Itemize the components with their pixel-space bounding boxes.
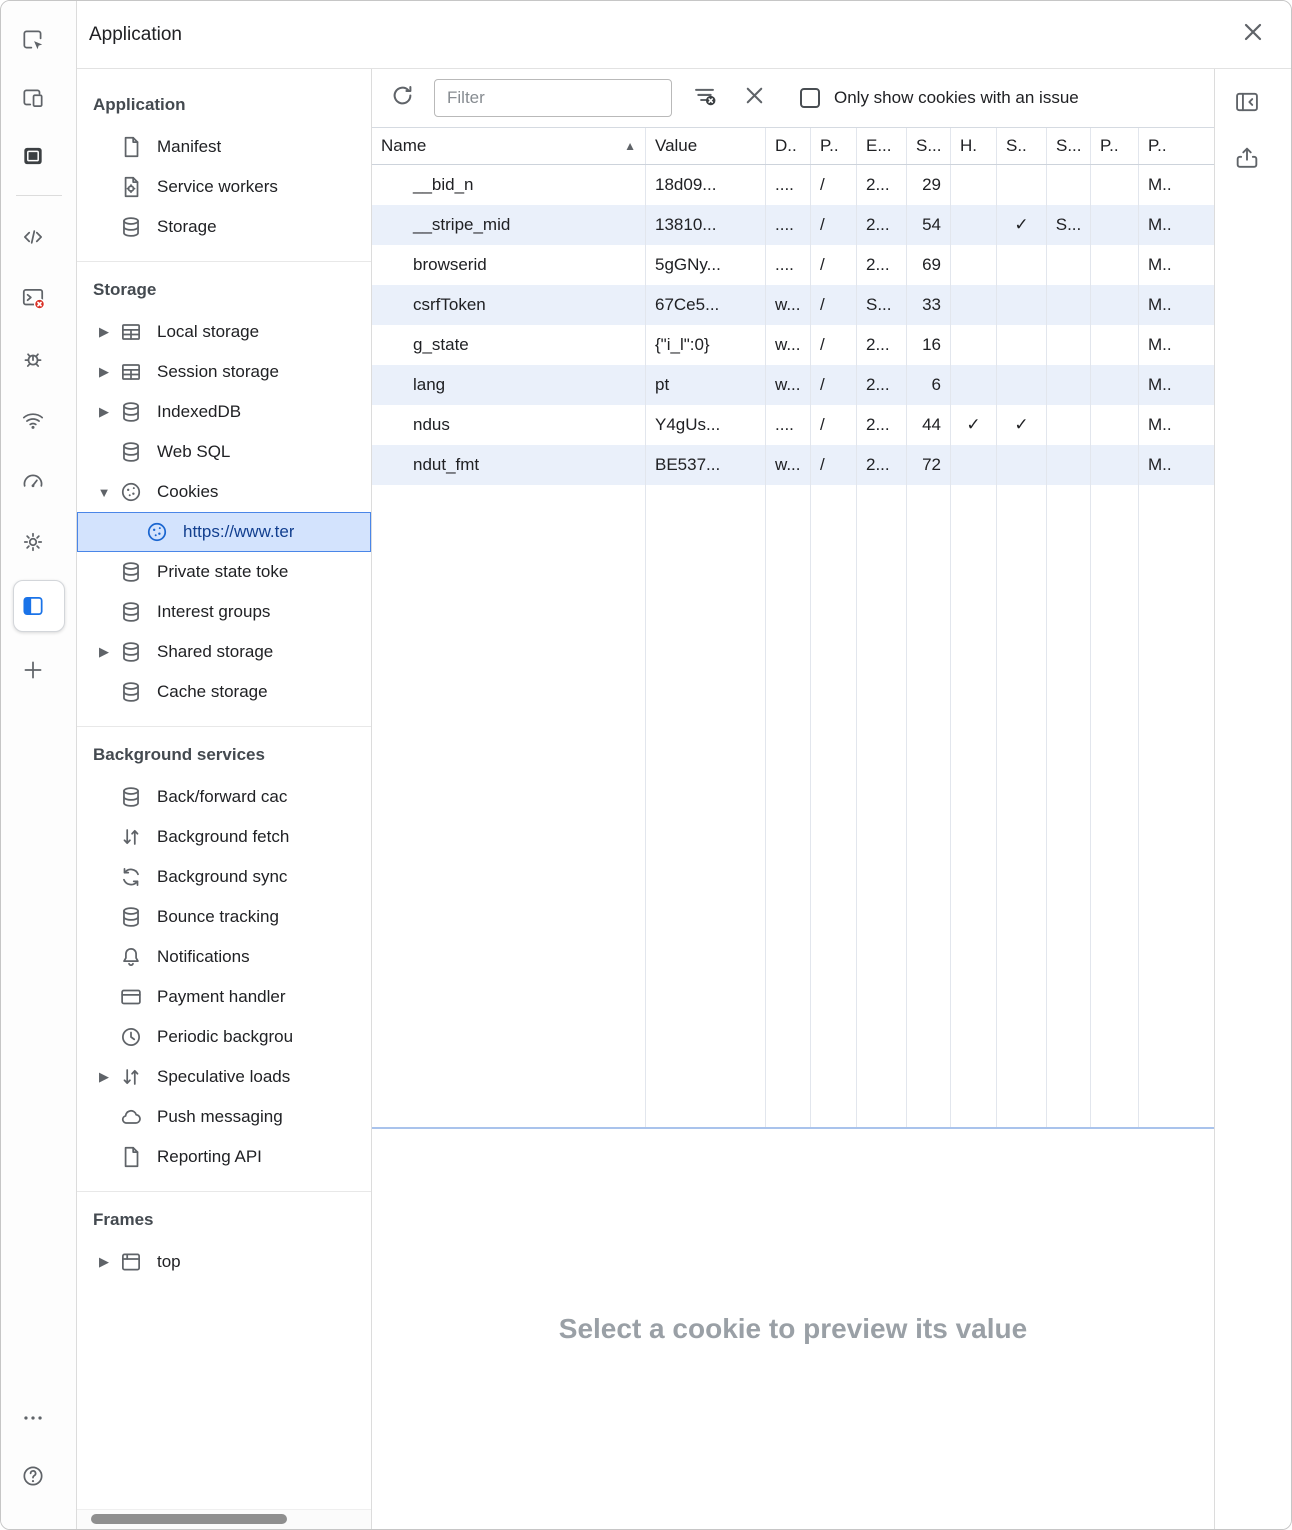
clear-filter-icon	[691, 82, 718, 114]
help-tab-button[interactable]	[16, 1453, 62, 1499]
cookie-cell: M..	[1148, 295, 1172, 314]
sidebar-item-local-storage[interactable]	[77, 312, 371, 352]
cookie-row-bid-n[interactable]	[372, 165, 1214, 205]
sidebar-item-label: Private state toke	[157, 562, 289, 581]
empty-column	[1091, 485, 1139, 1127]
sidebar-item-label: Back/forward cac	[157, 787, 288, 806]
network-icon	[19, 406, 47, 434]
add-panel-icon	[19, 656, 47, 684]
db-icon	[117, 598, 145, 626]
section-title: Frames	[93, 1210, 154, 1229]
cookie-cell: __stripe_mid	[372, 205, 646, 245]
refresh-icon	[389, 82, 416, 114]
cookie-cell: M..	[1148, 415, 1172, 434]
cookie-cell	[1091, 205, 1139, 245]
cookies-toolbar	[372, 69, 1214, 127]
add-panel-tab-button[interactable]	[16, 647, 62, 693]
collapse-panel-icon	[1233, 88, 1261, 116]
clear-filter-button[interactable]	[686, 80, 722, 116]
clear-x-icon	[741, 82, 768, 114]
table-icon	[117, 318, 145, 346]
empty-column	[1139, 485, 1214, 1127]
db-icon	[117, 638, 145, 666]
cookie-cell: w...	[766, 285, 811, 325]
refresh-button[interactable]	[384, 80, 420, 116]
settings-tab-button[interactable]	[16, 519, 62, 565]
column-header-p[interactable]	[811, 128, 857, 164]
sidebar-item-label: Shared storage	[157, 642, 274, 661]
sidebar-item-label: Web SQL	[157, 442, 231, 461]
sidebar-item-label: Cache storage	[157, 682, 268, 701]
cookie-cell: BE537...	[646, 445, 766, 485]
section-title: Application	[93, 95, 186, 114]
sidebar-item-label: Push messaging	[157, 1107, 283, 1126]
column-header-label: P..	[1100, 136, 1119, 155]
cookie-row-lang[interactable]	[372, 365, 1214, 405]
sidebar-item-label: Service workers	[157, 177, 278, 196]
panel-layout-icon	[19, 142, 47, 170]
sidebar-item-indexeddb[interactable]	[77, 392, 371, 432]
section-title: Background services	[93, 745, 265, 764]
column-header-p[interactable]	[1139, 128, 1214, 164]
sources-tab-button[interactable]	[16, 214, 62, 260]
filter-input[interactable]	[434, 79, 672, 117]
cookie-cell	[951, 205, 997, 245]
expand-triangle-icon[interactable]: ▶	[99, 324, 109, 339]
more-options-tab-button[interactable]	[16, 1395, 62, 1441]
sidebar-item-payment-handler[interactable]	[77, 977, 371, 1017]
cookie-cell: /	[811, 445, 857, 485]
column-header-label: S...	[1056, 136, 1082, 155]
sidebar-item-top[interactable]	[77, 1242, 371, 1282]
cookie-cell	[997, 165, 1047, 205]
cookie-cell: Y4gUs...	[646, 405, 766, 445]
sort-ascending-icon: ▲	[624, 139, 636, 153]
cookie-cell: 2...	[857, 205, 907, 245]
window-header	[77, 1, 1291, 69]
cookie-cell: S...	[1047, 205, 1091, 245]
db-icon	[117, 783, 145, 811]
cookie-cell	[951, 445, 997, 485]
cookie-row-csrftoken[interactable]	[372, 285, 1214, 325]
column-header-label: E...	[866, 136, 892, 155]
cookie-icon	[143, 518, 171, 546]
sidebar-horizontal-scrollbar[interactable]	[91, 1514, 287, 1524]
cookie-cell: {"i_l":0}	[646, 325, 766, 365]
cookie-cell: ....	[766, 165, 811, 205]
cookie-table-header	[372, 127, 1214, 165]
updown-icon	[117, 823, 145, 851]
sidebar-item-label: Bounce tracking	[157, 907, 279, 926]
cookie-cell: 16	[907, 325, 951, 365]
cookie-cell	[1091, 165, 1139, 205]
right-toolbar	[1214, 69, 1291, 1529]
updown-icon	[117, 1063, 145, 1091]
collapse-panel-button[interactable]	[1232, 81, 1274, 123]
cookie-row-ndus[interactable]	[372, 405, 1214, 445]
expand-triangle-icon[interactable]: ▶	[99, 404, 109, 419]
cookie-cell: /	[811, 285, 857, 325]
column-header-label: D..	[775, 136, 797, 155]
cookie-preview-pane	[372, 1127, 1214, 1529]
cookie-cell: /	[811, 405, 857, 445]
sidebar-item-label: Interest groups	[157, 602, 271, 621]
cloud-icon	[117, 1103, 145, 1131]
sidebar-item-shared-storage[interactable]	[77, 632, 371, 672]
db-icon	[117, 903, 145, 931]
sidebar-item-label: Background fetch	[157, 827, 290, 846]
delete-all-button[interactable]	[736, 80, 772, 116]
sources-icon	[19, 223, 47, 251]
cookie-cell: 2...	[857, 365, 907, 405]
cookie-cell: 69	[907, 245, 951, 285]
console-icon	[19, 284, 47, 312]
empty-column	[951, 485, 997, 1127]
column-header-value[interactable]	[646, 128, 766, 164]
db-icon	[117, 558, 145, 586]
sidebar-item-label: Cookies	[157, 482, 219, 501]
column-header-label: S..	[1006, 136, 1027, 155]
sidebar-item-back-forward-cac[interactable]	[77, 777, 371, 817]
inspect-element-tab-button[interactable]	[16, 17, 62, 63]
cookie-cell: 2...	[857, 165, 907, 205]
cookie-table-body	[372, 165, 1214, 485]
cookie-cell: 18d09...	[646, 165, 766, 205]
sidebar-section-frames	[77, 1191, 371, 1296]
sidebar-item-session-storage[interactable]	[77, 352, 371, 392]
cookie-cell: 44	[907, 405, 951, 445]
sidebar-item-bounce-tracking[interactable]	[77, 897, 371, 937]
cookie-cell	[1047, 245, 1091, 285]
sidebar-item-private-state-toke[interactable]	[77, 552, 371, 592]
cookie-cell: M..	[1148, 335, 1172, 354]
sidebar-section-background-services	[77, 726, 371, 1191]
cookie-cell: 33	[907, 285, 951, 325]
sidebar-item-cache-storage[interactable]	[77, 672, 371, 712]
sidebar-item-label: Session storage	[157, 362, 279, 381]
empty-column	[857, 485, 907, 1127]
cookie-cell	[1091, 325, 1139, 365]
collapse-triangle-icon[interactable]: ▼	[97, 484, 111, 500]
cookie-cell: 72	[907, 445, 951, 485]
file-icon	[117, 133, 145, 161]
empty-column	[1047, 485, 1091, 1127]
cookie-cell: M..	[1148, 255, 1172, 274]
sidebar-item-push-messaging[interactable]	[77, 1097, 371, 1137]
more-options-icon	[19, 1404, 47, 1432]
export-icon	[1233, 144, 1261, 172]
sidebar-item-interest-groups[interactable]	[77, 592, 371, 632]
cookie-cell	[997, 365, 1047, 405]
column-header-h[interactable]	[951, 128, 997, 164]
preview-placeholder-text: Select a cookie to preview its value	[558, 1313, 1028, 1344]
column-header-label: Value	[655, 136, 698, 155]
clock-icon	[117, 1023, 145, 1051]
cookie-cell: 2...	[857, 445, 907, 485]
column-header-name[interactable]	[372, 128, 646, 164]
cookie-cell: /	[811, 325, 857, 365]
bell-icon	[117, 943, 145, 971]
db-icon	[117, 678, 145, 706]
cookie-cell	[997, 245, 1047, 285]
cookie-cell: 29	[907, 165, 951, 205]
cookie-cell: 67Ce5...	[646, 285, 766, 325]
cookie-cell	[951, 325, 997, 365]
cookie-cell	[1091, 285, 1139, 325]
issues-tab-button[interactable]	[16, 336, 62, 382]
toolbar-divider	[16, 195, 62, 196]
frame-icon	[117, 1248, 145, 1276]
column-header-s[interactable]	[907, 128, 951, 164]
device-toolbar-icon	[19, 84, 47, 112]
cookie-cell: M..	[1148, 455, 1172, 474]
empty-column	[372, 485, 646, 1127]
column-header-s[interactable]	[997, 128, 1047, 164]
cookie-cell: g_state	[372, 325, 646, 365]
cookie-cell: 2...	[857, 245, 907, 285]
cookie-cell	[1047, 365, 1091, 405]
empty-column	[907, 485, 951, 1127]
inspect-element-icon	[19, 26, 47, 54]
sidebar-item-label: Payment handler	[157, 987, 286, 1006]
application-icon	[19, 592, 47, 620]
sidebar-item-label: Notifications	[157, 947, 250, 966]
cookie-cell: w...	[766, 365, 811, 405]
sidebar-item-label: https://www.ter	[183, 522, 295, 541]
empty-column	[997, 485, 1047, 1127]
table-icon	[117, 358, 145, 386]
cookie-cell: 54	[907, 205, 951, 245]
cookie-cell: ✓	[951, 405, 997, 445]
column-header-label: H.	[960, 136, 977, 155]
cookie-row-browserid[interactable]	[372, 245, 1214, 285]
sidebar-item-manifest[interactable]	[77, 127, 371, 167]
cookie-cell	[951, 285, 997, 325]
cookie-cell: 13810...	[646, 205, 766, 245]
cookie-table-empty-area	[372, 485, 1214, 1127]
application-tab-button[interactable]	[13, 580, 65, 632]
cookie-row-g-state[interactable]	[372, 325, 1214, 365]
application-sidebar	[77, 69, 372, 1529]
expand-triangle-icon[interactable]: ▶	[99, 364, 109, 379]
cookie-cell: 6	[907, 365, 951, 405]
column-header-label: S...	[916, 136, 942, 155]
sidebar-item-background-sync[interactable]	[77, 857, 371, 897]
performance-icon	[19, 467, 47, 495]
sidebar-item-service-workers[interactable]	[77, 167, 371, 207]
sidebar-item-label: Storage	[157, 217, 217, 236]
column-header-p[interactable]	[1091, 128, 1139, 164]
sidebar-item-label: Background sync	[157, 867, 288, 886]
empty-column	[646, 485, 766, 1127]
cookie-row-ndut-fmt[interactable]	[372, 445, 1214, 485]
cookie-cell	[1091, 405, 1139, 445]
cookie-cell: 5gGNy...	[646, 245, 766, 285]
sidebar-item-reporting-api[interactable]	[77, 1137, 371, 1177]
help-icon	[19, 1462, 47, 1490]
db-icon	[117, 438, 145, 466]
column-header-label: P..	[1148, 136, 1167, 155]
cookie-cell	[1047, 165, 1091, 205]
cookie-cell	[951, 165, 997, 205]
settings-icon	[19, 528, 47, 556]
cookie-cell	[997, 445, 1047, 485]
device-toolbar-tab-button[interactable]	[16, 75, 62, 121]
cookie-cell: 2...	[857, 325, 907, 365]
card-icon	[117, 983, 145, 1011]
cookie-row-stripe-mid[interactable]	[372, 205, 1214, 245]
cookie-cell: M..	[1148, 215, 1172, 234]
only-issue-checkbox[interactable]	[800, 88, 820, 108]
sidebar-item-speculative-loads[interactable]	[77, 1057, 371, 1097]
sidebar-item-periodic-backgrou[interactable]	[77, 1017, 371, 1057]
cookie-cell: /	[811, 205, 857, 245]
only-issue-label[interactable]: Only show cookies with an issue	[834, 88, 1079, 107]
cookie-icon	[117, 478, 145, 506]
cookie-cell: csrfToken	[372, 285, 646, 325]
column-header-label: P..	[820, 136, 839, 155]
sidebar-item-label: IndexedDB	[157, 402, 242, 421]
cookie-cell: M..	[1148, 375, 1172, 394]
column-header-e[interactable]	[857, 128, 907, 164]
panel-layout-tab-button[interactable]	[16, 133, 62, 179]
empty-column	[811, 485, 857, 1127]
sidebar-item-label: Manifest	[157, 137, 222, 156]
cookie-cell: ndus	[372, 405, 646, 445]
cookie-cell: w...	[766, 325, 811, 365]
cookie-cell: __bid_n	[372, 165, 646, 205]
cookie-cell	[1047, 325, 1091, 365]
sidebar-item-label: Reporting API	[157, 1147, 262, 1166]
sidebar-item-cookies[interactable]	[77, 472, 371, 512]
expand-triangle-icon[interactable]: ▶	[99, 1069, 109, 1084]
file-icon	[117, 1143, 145, 1171]
cookie-cell	[997, 285, 1047, 325]
sidebar-item-label: Speculative loads	[157, 1067, 291, 1086]
export-button[interactable]	[1232, 137, 1274, 179]
cookie-cell: ✓	[997, 405, 1047, 445]
cookie-cell: ....	[766, 245, 811, 285]
expand-triangle-icon[interactable]: ▶	[99, 644, 109, 659]
cookie-cell: ....	[766, 205, 811, 245]
db-icon	[117, 398, 145, 426]
sidebar-item-background-fetch[interactable]	[77, 817, 371, 857]
empty-column	[766, 485, 811, 1127]
close-button[interactable]	[1235, 17, 1271, 53]
cookie-cell: pt	[646, 365, 766, 405]
sidebar-item-https-www-ter[interactable]	[77, 512, 371, 552]
cookie-cell: lang	[372, 365, 646, 405]
section-title: Storage	[93, 280, 157, 299]
sidebar-item-label: Periodic backgrou	[157, 1027, 294, 1046]
close-icon	[1239, 18, 1267, 51]
cookie-cell: /	[811, 365, 857, 405]
cookie-cell	[1091, 445, 1139, 485]
cookie-cell: browserid	[372, 245, 646, 285]
issues-icon	[19, 345, 47, 373]
column-header-d[interactable]	[766, 128, 811, 164]
cookie-cell	[951, 365, 997, 405]
window-title: Application	[89, 23, 182, 45]
sidebar-item-label: Local storage	[157, 322, 260, 341]
cookie-cell: 2...	[857, 405, 907, 445]
cookie-cell: M..	[1148, 175, 1172, 194]
cookie-cell	[1091, 245, 1139, 285]
cookie-cell	[951, 245, 997, 285]
cookie-cell	[1091, 365, 1139, 405]
cookie-cell: ✓	[997, 205, 1047, 245]
cookie-cell	[1047, 285, 1091, 325]
cookie-cell: w...	[766, 445, 811, 485]
cookies-panel	[372, 69, 1214, 1529]
sidebar-item-label: top	[157, 1252, 181, 1271]
performance-tab-button[interactable]	[16, 458, 62, 504]
cookie-cell: /	[811, 165, 857, 205]
column-header-label: Name	[381, 136, 427, 155]
sidebar-item-web-sql[interactable]	[77, 432, 371, 472]
column-header-s[interactable]	[1047, 128, 1091, 164]
sync-icon	[117, 863, 145, 891]
cookie-cell: /	[811, 245, 857, 285]
sidebar-item-notifications[interactable]	[77, 937, 371, 977]
cookie-cell	[997, 325, 1047, 365]
cookie-cell: ndut_fmt	[372, 445, 646, 485]
sidebar-item-storage[interactable]	[77, 207, 371, 247]
console-tab-button[interactable]	[16, 275, 62, 321]
sidebar-section-application	[77, 83, 371, 261]
network-tab-button[interactable]	[16, 397, 62, 443]
sw-icon	[117, 173, 145, 201]
cookie-cell: S...	[857, 285, 907, 325]
cookie-cell	[1047, 405, 1091, 445]
db-icon	[117, 213, 145, 241]
expand-triangle-icon[interactable]: ▶	[99, 1254, 109, 1269]
sidebar-section-storage	[77, 261, 371, 726]
left-panel-toolbar	[1, 1, 77, 1529]
cookie-cell: ....	[766, 405, 811, 445]
cookie-cell	[1047, 445, 1091, 485]
